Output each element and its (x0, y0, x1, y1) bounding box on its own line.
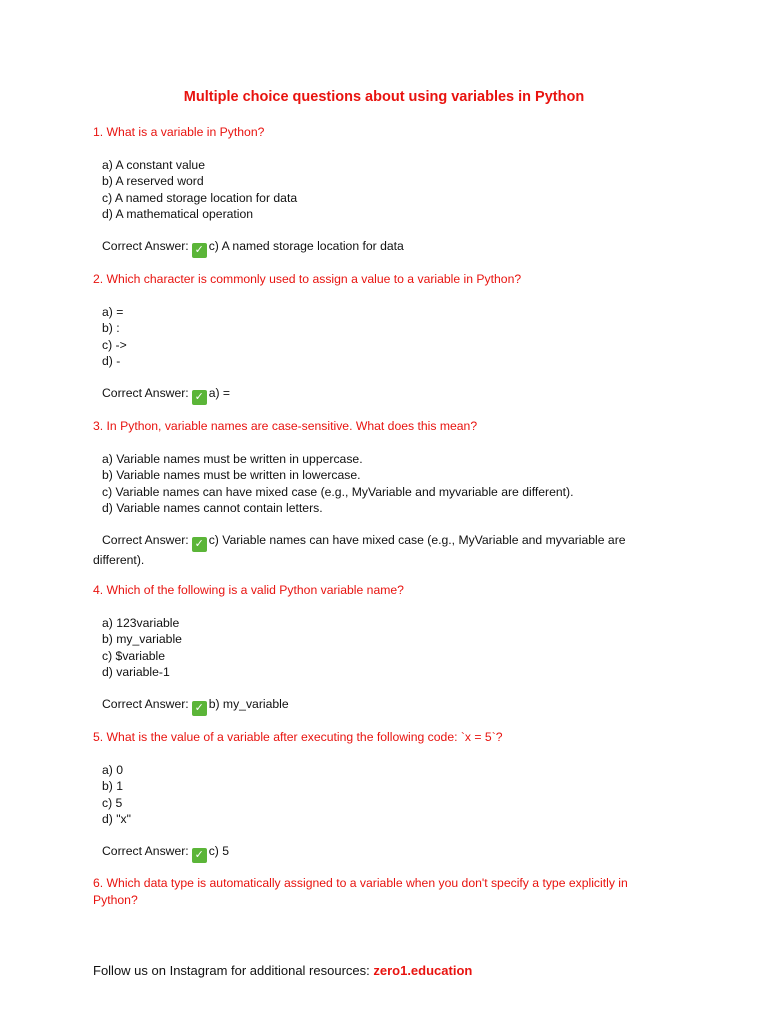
answer-label: Correct Answer: (102, 844, 189, 858)
option: d) - (102, 354, 121, 369)
option: c) A named storage location for data (102, 190, 298, 205)
option: b) my_variable (102, 632, 182, 647)
option: a) Variable names must be written in uppercase. (102, 452, 363, 466)
answer-label: Correct Answer: (102, 386, 189, 400)
check-mark-icon: ✓ (192, 701, 207, 716)
check-mark-icon: ✓ (192, 848, 207, 863)
instagram-handle[interactable]: zero1.education (373, 963, 473, 978)
question-4: 4. Which of the following is a valid Python variable name? (93, 583, 404, 597)
answer-text: c) Variable names can have mixed case (e.g., MyVariable and myvariable are different). (93, 533, 626, 567)
question-3: 3. In Python, variable names are case-sensitive. What does this mean? (93, 419, 478, 433)
option: c) Variable names can have mixed case (e.g., MyVariable and myvariable are different). (102, 484, 574, 499)
answer-text: c) 5 (208, 844, 230, 858)
question-1: 1. What is a variable in Python? (93, 125, 265, 139)
answer-label: Correct Answer: (102, 697, 189, 711)
answer-2 (93, 385, 668, 405)
footer-text: Follow us on Instagram for additional resources: (93, 963, 374, 978)
option: d) A mathematical operation (102, 207, 254, 222)
option: a) 0 (102, 763, 124, 777)
question-5: 5. What is the value of a variable after executing the following code: `x = 5`? (93, 730, 503, 744)
answer-text: a) = (208, 386, 231, 400)
option: c) $variable (102, 648, 165, 663)
option: b) 1 (102, 779, 124, 794)
answer-4 (93, 696, 668, 716)
question-5-options (102, 762, 702, 828)
answer-3 (93, 532, 668, 569)
answer-label: Correct Answer: (102, 239, 189, 253)
question-6: 6. Which data type is automatically assigned to a variable when you don't specify a type explicitly in Python? (93, 876, 628, 907)
option: c) -> (102, 337, 127, 352)
answer-text: b) my_variable (208, 697, 289, 711)
check-mark-icon: ✓ (192, 243, 207, 258)
answer-text: c) A named storage location for data (208, 239, 404, 253)
option: d) "x" (102, 812, 131, 827)
option: b) : (102, 321, 120, 336)
footer (93, 963, 472, 978)
check-mark-icon: ✓ (192, 537, 207, 552)
option: a) A constant value (102, 158, 205, 172)
question-2-options (102, 304, 702, 370)
question-4-options (102, 615, 702, 681)
check-mark-icon: ✓ (192, 390, 207, 405)
option: d) variable-1 (102, 665, 170, 680)
answer-1 (93, 238, 668, 258)
question-1-options (102, 157, 702, 223)
page-title: Multiple choice questions about using variables in Python (183, 89, 585, 105)
question-2: 2. Which character is commonly used to assign a value to a variable in Python? (93, 272, 522, 286)
option: a) 123variable (102, 616, 180, 630)
option: c) 5 (102, 795, 123, 810)
option: d) Variable names cannot contain letters. (102, 501, 323, 516)
answer-5 (93, 843, 668, 863)
option: b) A reserved word (102, 174, 204, 189)
question-3-options (102, 451, 702, 517)
option: b) Variable names must be written in lowercase. (102, 468, 361, 483)
option: a) = (102, 305, 124, 319)
answer-label: Correct Answer: (102, 533, 189, 547)
